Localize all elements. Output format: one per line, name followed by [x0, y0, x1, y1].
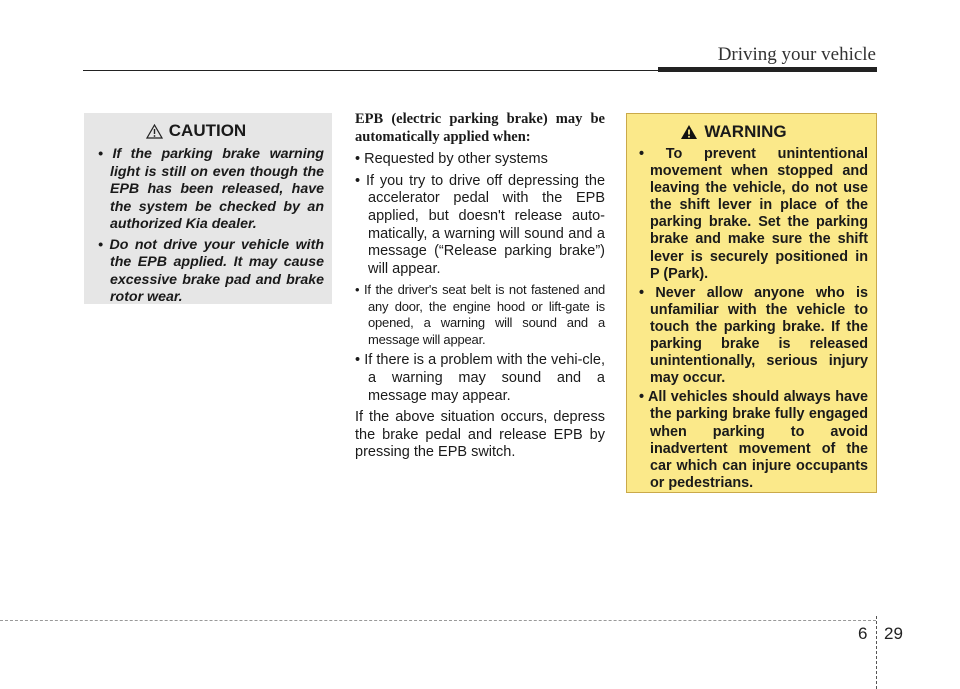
- caution-item: • Do not drive your vehicle with the EPB applied. It may cause excessive brake pad and brake rotor wear.: [98, 236, 324, 305]
- warning-item: • To prevent unintentional movement when stopped and leaving the vehicle, do not use the shift lever in place of the parking brake. Set the parking brake and make sure the shift lever is securely positioned in P (Park).: [639, 146, 868, 282]
- chapter-number: 6: [858, 624, 868, 643]
- list-item: • If there is a problem with the vehi-cle, a warning may sound and a message may appear.: [355, 352, 605, 404]
- main-text-column: [355, 111, 605, 462]
- footer-rule: [0, 620, 876, 621]
- warning-title: WARNING: [704, 122, 787, 141]
- caution-header: [98, 121, 324, 141]
- caution-title: CAUTION: [168, 121, 247, 140]
- section-title: Driving your vehicle: [717, 44, 876, 65]
- body-paragraph: If the above situation occurs, depress the brake pedal and release EPB by pressing the EPB switch.: [355, 409, 605, 461]
- warning-triangle-outline-icon: [146, 124, 163, 139]
- list-item: • If you try to drive off depressing the accelerator pedal with the EPB applied, but doesn't release auto-matically, a warning will sound and a message (“Release parking brake”) will appear.: [355, 172, 606, 277]
- warning-box: [626, 113, 877, 493]
- warning-header: [639, 122, 868, 142]
- header-rule-accent: [658, 67, 877, 72]
- list-item: • If the driver's seat belt is not fastened and any door, the engine hood or lift-gate is opened, a warning will sound and a message will appear.: [355, 282, 606, 347]
- lead-heading: EPB (electric parking brake) may be automatically applied when:: [355, 111, 605, 145]
- caution-item: • If the parking brake warning light is still on even though the EPB has been released, have the system be checked by an authorized Kia dealer.: [98, 146, 324, 232]
- warning-triangle-filled-icon: [680, 124, 698, 140]
- page-number: 29: [884, 624, 903, 643]
- page-number-separator: [876, 616, 877, 689]
- warning-item: • Never allow anyone who is unfamiliar with the vehicle to touch the parking brake. If the parking brake is released unintentionally, serious injury may occur.: [639, 284, 868, 387]
- caution-box: [84, 113, 332, 304]
- list-item: • Requested by other systems: [355, 151, 548, 168]
- warning-item: • All vehicles should always have the parking brake fully engaged when parking to avoid inadvertent movement of the car which can injure occupants or pedestrians.: [639, 389, 868, 491]
